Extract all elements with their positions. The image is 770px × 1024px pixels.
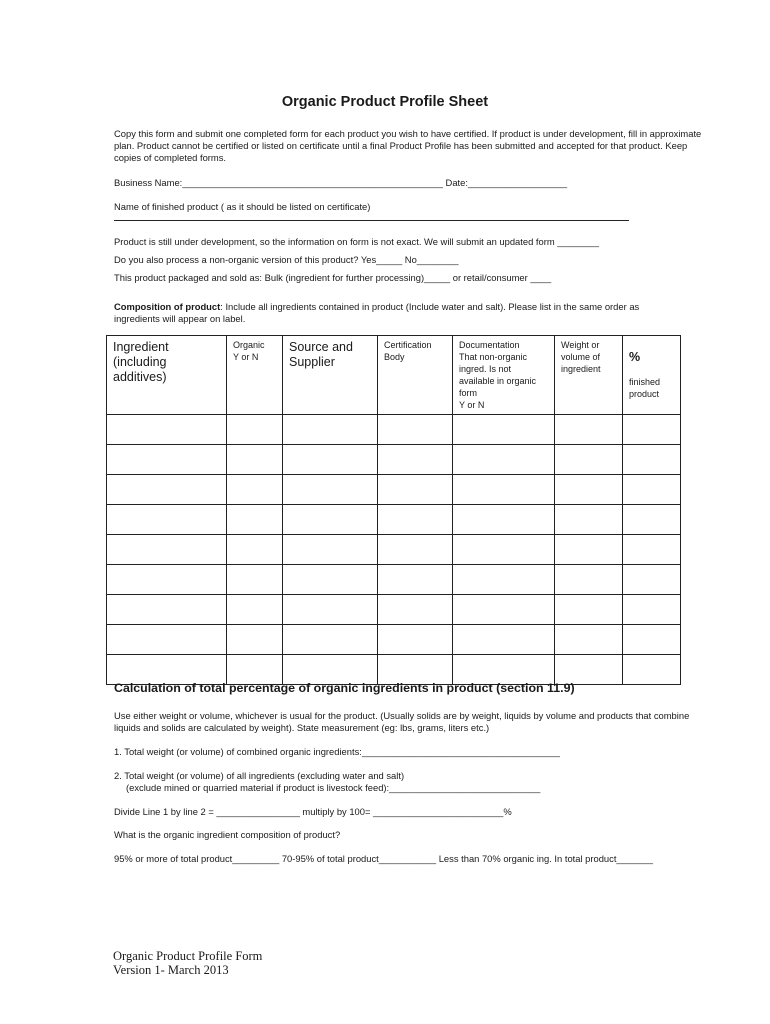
cell-source[interactable] — [283, 655, 378, 685]
ingredients-table — [106, 335, 681, 685]
cell-documentation[interactable] — [453, 595, 555, 625]
cell-source[interactable] — [283, 625, 378, 655]
cell-ingredient[interactable] — [107, 505, 227, 535]
cell-organic[interactable] — [227, 505, 283, 535]
cell-documentation[interactable] — [453, 565, 555, 595]
cell-ingredient[interactable] — [107, 535, 227, 565]
table-row — [107, 655, 681, 685]
organic-total-line[interactable]: 1. Total weight (or volume) of combined organic ingredients:______________________________________ — [114, 746, 561, 757]
cell-weight[interactable] — [555, 445, 623, 475]
cell-certification[interactable] — [378, 535, 453, 565]
cell-certification[interactable] — [378, 475, 453, 505]
cell-percent[interactable] — [623, 475, 681, 505]
business-name-date-line[interactable]: Business Name:__________________________________________________ Date:___________________ — [114, 177, 568, 188]
col-header-certification: Certification Body — [378, 336, 453, 415]
cell-ingredient[interactable] — [107, 475, 227, 505]
col-header-documentation: Documentation That non-organic ingred. Is not available in organic form Y or N — [453, 336, 555, 415]
cell-source[interactable] — [283, 415, 378, 445]
cell-documentation[interactable] — [453, 535, 555, 565]
cell-percent[interactable] — [623, 595, 681, 625]
all-ingredients-line[interactable]: (exclude mined or quarried material if product is livestock feed):_____________________________ — [126, 782, 541, 793]
cell-documentation[interactable] — [453, 415, 555, 445]
divide-line[interactable]: Divide Line 1 by line 2 = ________________ multiply by 100= _________________________% — [114, 806, 512, 817]
cell-ingredient[interactable] — [107, 565, 227, 595]
cell-weight[interactable] — [555, 625, 623, 655]
ingredients-table-body — [107, 415, 681, 685]
cell-source[interactable] — [283, 505, 378, 535]
table-row — [107, 595, 681, 625]
footer — [113, 949, 262, 977]
cell-weight[interactable] — [555, 565, 623, 595]
cell-percent[interactable] — [623, 535, 681, 565]
table-row — [107, 535, 681, 565]
cell-weight[interactable] — [555, 475, 623, 505]
cell-weight[interactable] — [555, 655, 623, 685]
percent-label: finished product — [629, 377, 661, 399]
cell-percent[interactable] — [623, 505, 681, 535]
cell-percent[interactable] — [623, 565, 681, 595]
cell-weight[interactable] — [555, 415, 623, 445]
table-row — [107, 475, 681, 505]
cell-percent[interactable] — [623, 445, 681, 475]
cell-documentation[interactable] — [453, 475, 555, 505]
non-organic-version-line[interactable]: Do you also process a non-organic version of this product? Yes_____ No________ — [114, 254, 459, 265]
table-row — [107, 415, 681, 445]
cell-documentation[interactable] — [453, 625, 555, 655]
col-header-ingredient: Ingredient (including additives) — [107, 336, 227, 415]
finished-product-label: Name of finished product ( as it should be listed on certificate) — [114, 201, 371, 212]
composition-label: Composition of product — [114, 301, 221, 312]
col-header-organic: Organic Y or N — [227, 336, 283, 415]
table-row — [107, 505, 681, 535]
cell-source[interactable] — [283, 595, 378, 625]
footer-form-name: Organic Product Profile Form — [113, 949, 263, 963]
all-ingredients-label: 2. Total weight (or volume) of all ingredients (excluding water and salt) — [114, 770, 405, 781]
percent-symbol: % — [629, 350, 641, 364]
calculation-instructions: Use either weight or volume, whichever is usual for the product. (Usually solids are by weight, liquids by volume and products that combine liquids and solids are calculated by weight). State measurement (eg: lbs, grams, liters etc.) — [114, 710, 690, 733]
cell-documentation[interactable] — [453, 445, 555, 475]
table-header-row — [107, 336, 681, 415]
table-row — [107, 445, 681, 475]
cell-ingredient[interactable] — [107, 625, 227, 655]
composition-question: What is the organic ingredient composition of product? — [114, 829, 341, 840]
cell-organic[interactable] — [227, 565, 283, 595]
cell-weight[interactable] — [555, 535, 623, 565]
cell-percent[interactable] — [623, 625, 681, 655]
cell-organic[interactable] — [227, 595, 283, 625]
cell-percent[interactable] — [623, 655, 681, 685]
cell-ingredient[interactable] — [107, 655, 227, 685]
composition-instructions — [114, 301, 654, 325]
composition-text: : Include all ingredients contained in product (Include water and salt). Please list in the same order as ingredients will appear on label. — [114, 301, 640, 324]
cell-weight[interactable] — [555, 595, 623, 625]
cell-ingredient[interactable] — [107, 445, 227, 475]
intro-paragraph: Copy this form and submit one completed form for each product you wish to have certified. If product is under development, fill in approximate plan. Product cannot be certified or listed on certificate until a final Product Profile has been submitted and accepted for that product. Keep copies of completed forms. — [114, 128, 702, 163]
packaged-sold-line[interactable]: This product packaged and sold as: Bulk (ingredient for further processing)_____ or retail/consumer ____ — [114, 272, 552, 283]
calculation-heading: Calculation of total percentage of organic ingredients in product (section 11.9) — [114, 681, 575, 695]
cell-percent[interactable] — [623, 415, 681, 445]
cell-organic[interactable] — [227, 655, 283, 685]
cell-source[interactable] — [283, 565, 378, 595]
cell-organic[interactable] — [227, 625, 283, 655]
col-header-percent — [623, 336, 681, 415]
cell-documentation[interactable] — [453, 505, 555, 535]
cell-source[interactable] — [283, 445, 378, 475]
cell-certification[interactable] — [378, 655, 453, 685]
cell-weight[interactable] — [555, 505, 623, 535]
cell-ingredient[interactable] — [107, 415, 227, 445]
cell-certification[interactable] — [378, 415, 453, 445]
cell-certification[interactable] — [378, 445, 453, 475]
under-development-line[interactable]: Product is still under development, so the information on form is not exact. We will submit an updated form ________ — [114, 236, 599, 247]
cell-certification[interactable] — [378, 565, 453, 595]
cell-certification[interactable] — [378, 625, 453, 655]
cell-documentation[interactable] — [453, 655, 555, 685]
cell-source[interactable] — [283, 535, 378, 565]
composition-options[interactable]: 95% or more of total product_________ 70-95% of total product___________ Less than 70% organic ing. In total product_______ — [114, 853, 653, 864]
col-header-weight: Weight or volume of ingredient — [555, 336, 623, 415]
cell-organic[interactable] — [227, 415, 283, 445]
cell-certification[interactable] — [378, 505, 453, 535]
footer-version: Version 1- March 2013 — [113, 963, 229, 977]
cell-organic[interactable] — [227, 475, 283, 505]
cell-organic[interactable] — [227, 445, 283, 475]
cell-certification[interactable] — [378, 595, 453, 625]
cell-ingredient[interactable] — [107, 595, 227, 625]
finished-product-field[interactable] — [114, 220, 629, 221]
page-title: Organic Product Profile Sheet — [281, 94, 489, 110]
cell-source[interactable] — [283, 475, 378, 505]
cell-organic[interactable] — [227, 535, 283, 565]
table-row — [107, 625, 681, 655]
col-header-source: Source and Supplier — [283, 336, 378, 415]
table-row — [107, 565, 681, 595]
